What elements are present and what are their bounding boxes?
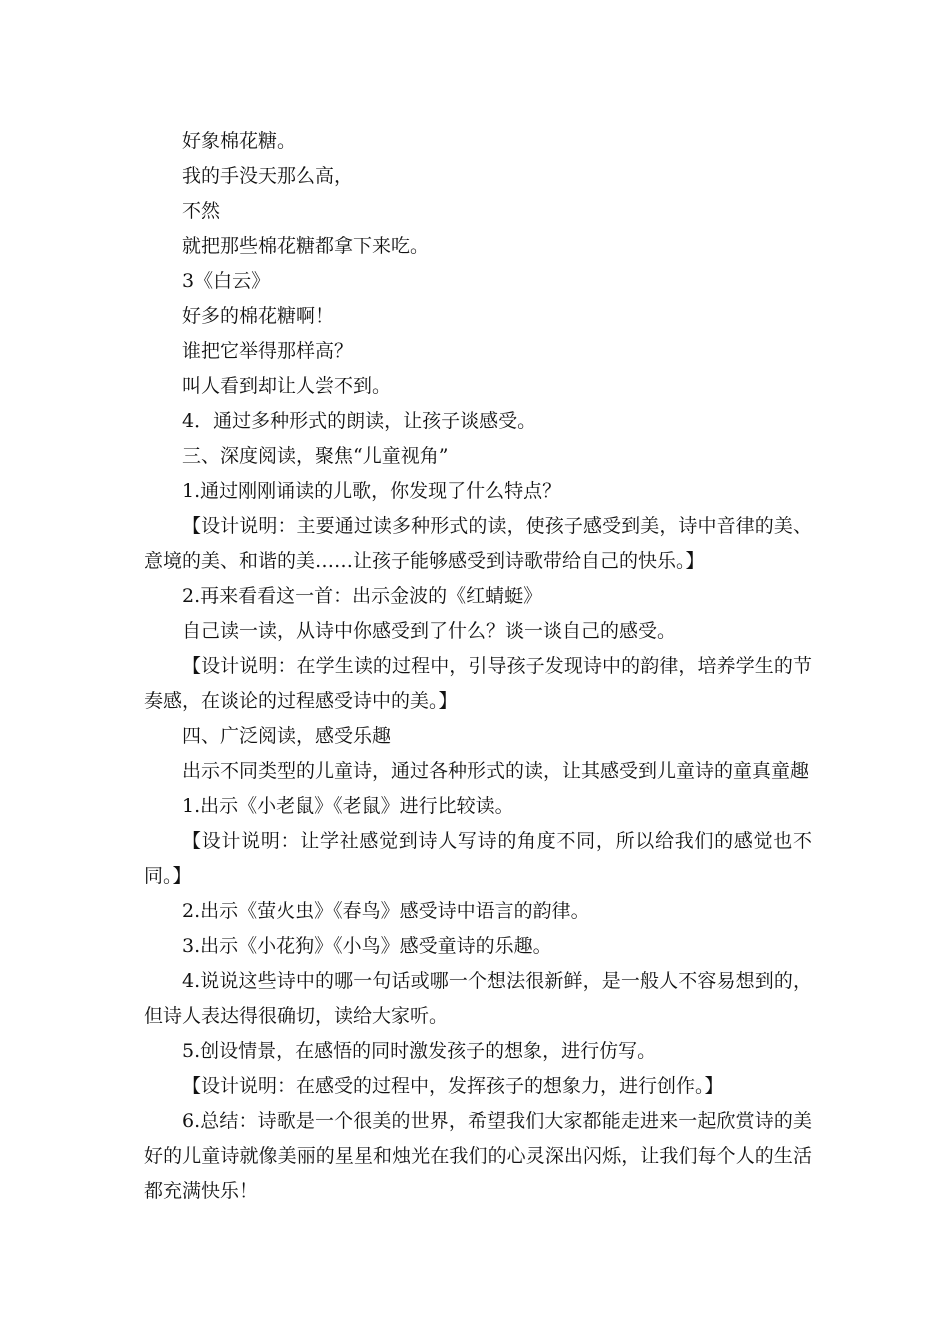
poem-line: 我的手没天那么高，	[182, 165, 354, 187]
paragraph-line: 自己读一读，从诗中你感受到了什么？谈一谈自己的感受。	[182, 620, 677, 642]
design-note: 【设计说明：让学社感觉到诗人写诗的角度不同，所以给我们的感觉也不同。】	[144, 830, 812, 887]
step-item: 3.出示《小花狗》《小鸟》感受童诗的乐趣。	[182, 935, 552, 957]
design-note: 【设计说明：主要通过读多种形式的读，使孩子感受到美，诗中音律的美、意境的美、和谐的美……让孩子能够感受到诗歌带给自己的快乐。】	[144, 515, 812, 572]
design-note: 【设计说明：在感受的过程中，发挥孩子的想象力，进行创作。】	[182, 1075, 724, 1097]
step-item: 2.出示《萤火虫》《春鸟》感受诗中语言的韵律。	[182, 900, 590, 922]
step-item: 4.说说这些诗中的哪一句话或哪一个想法很新鲜，是一般人不容易想到的，但诗人表达得很确切，读给大家听。	[144, 970, 812, 1027]
poem-title: 3《白云》	[182, 270, 271, 292]
poem-line: 不然	[182, 200, 221, 222]
poem-line: 叫人看到却让人尝不到。	[182, 375, 392, 397]
poem-line: 好象棉花糖。	[182, 130, 297, 152]
document-body	[144, 124, 812, 1209]
design-note: 【设计说明：在学生读的过程中，引导孩子发现诗中的韵律，培养学生的节奏感，在谈论的过程感受诗中的美。】	[144, 655, 812, 712]
poem-line: 就把那些棉花糖都拿下来吃。	[182, 235, 430, 257]
poem-line: 谁把它举得那样高？	[182, 340, 354, 362]
step-item: 1.通过刚刚诵读的儿歌，你发现了什么特点？	[182, 480, 562, 502]
step-item: 5.创设情景，在感悟的同时激发孩子的想象，进行仿写。	[182, 1040, 657, 1062]
paragraph-line: 出示不同类型的儿童诗，通过各种形式的读，让其感受到儿童诗的童真童趣	[182, 760, 810, 782]
summary-paragraph: 6.总结：诗歌是一个很美的世界，希望我们大家都能走进来一起欣赏诗的美好的儿童诗就像美丽的星星和烛光在我们的心灵深出闪烁，让我们每个人的生活都充满快乐！	[144, 1110, 812, 1202]
section-heading: 三、深度阅读，聚焦“儿童视角”	[182, 445, 449, 467]
poem-line: 好多的棉花糖啊！	[182, 305, 335, 327]
step-item: 1.出示《小老鼠》《老鼠》进行比较读。	[182, 795, 514, 817]
step-item: 2.再来看看这一首：出示金波的《红蜻蜓》	[182, 585, 543, 607]
step-item: 4．通过多种形式的朗读，让孩子谈感受。	[182, 410, 537, 432]
section-heading: 四、广泛阅读，感受乐趣	[182, 725, 392, 747]
